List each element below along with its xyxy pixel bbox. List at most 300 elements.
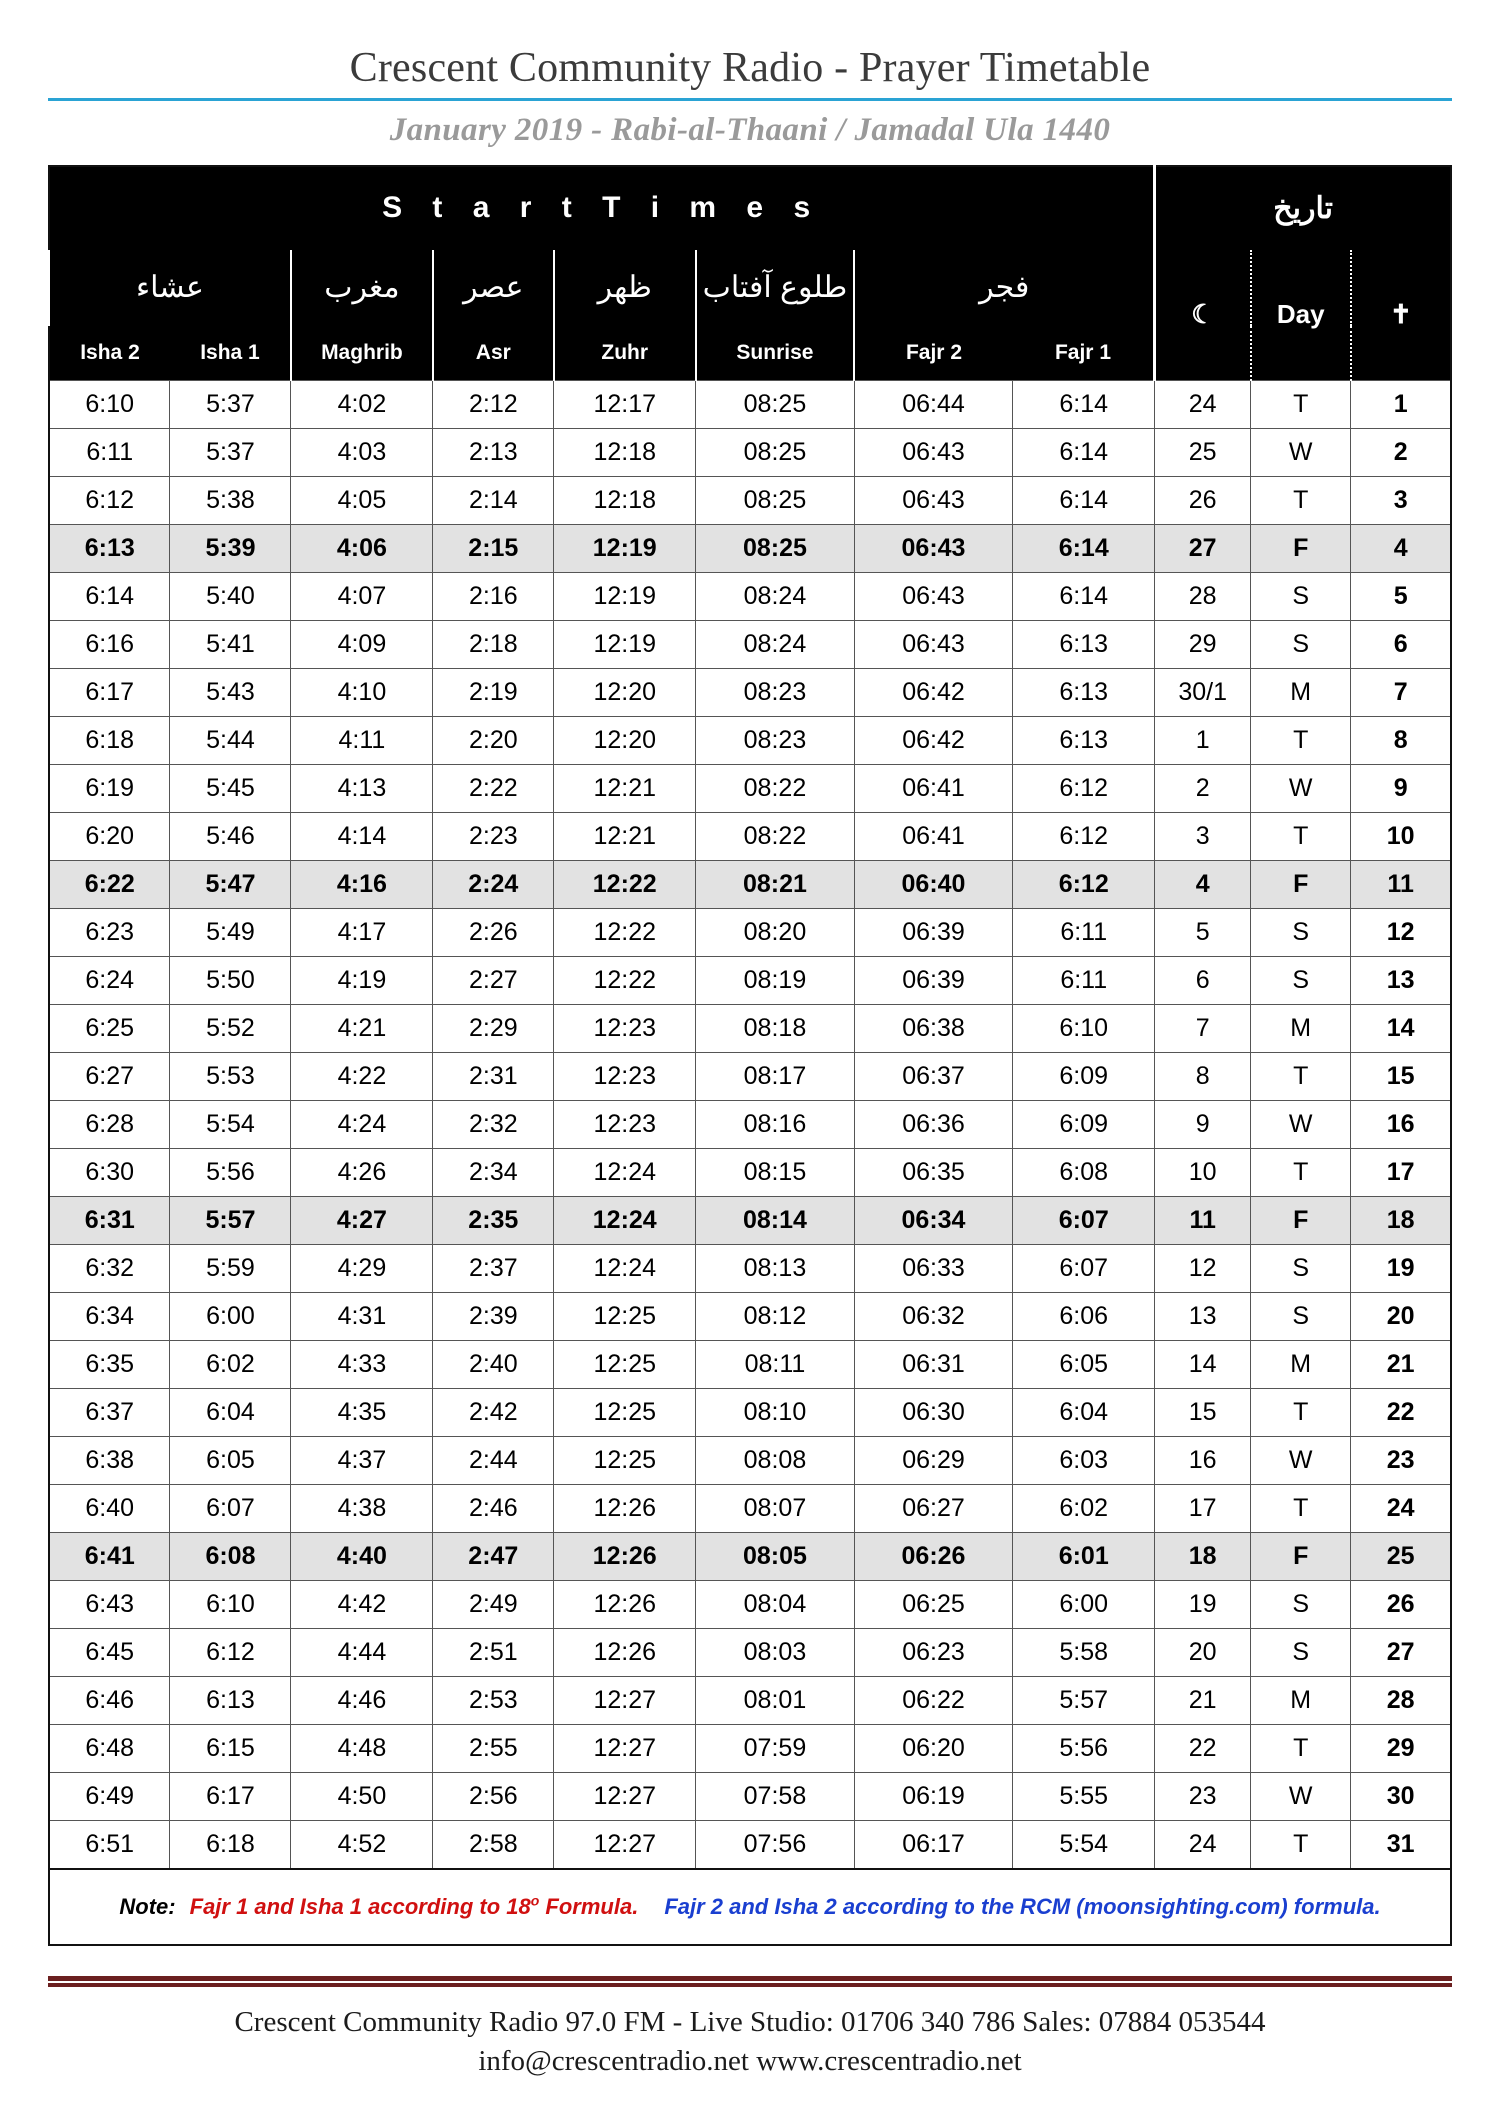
cell-sunrise: 08:21 <box>696 860 855 908</box>
cell-day: T <box>1251 1724 1351 1772</box>
cell-isha-1: 5:54 <box>170 1100 291 1148</box>
cell-asr: 2:31 <box>433 1052 554 1100</box>
cell-isha-2: 6:35 <box>49 1340 170 1388</box>
cell-hijri-date: 22 <box>1155 1724 1251 1772</box>
cell-sunrise: 08:24 <box>696 620 855 668</box>
cell-isha-1: 6:00 <box>170 1292 291 1340</box>
cell-maghrib: 4:37 <box>291 1436 433 1484</box>
cell-sunrise: 08:23 <box>696 668 855 716</box>
cell-isha-2: 6:18 <box>49 716 170 764</box>
cell-isha-2: 6:40 <box>49 1484 170 1532</box>
cell-asr: 2:22 <box>433 764 554 812</box>
cell-isha-1: 5:47 <box>170 860 291 908</box>
cell-isha-2: 6:27 <box>49 1052 170 1100</box>
cell-day: F <box>1251 1532 1351 1580</box>
note-cell <box>49 1869 1451 1945</box>
cell-day: M <box>1251 1676 1351 1724</box>
cell-sunrise: 08:05 <box>696 1532 855 1580</box>
cell-zuhr: 12:26 <box>554 1580 696 1628</box>
cell-hijri-date: 27 <box>1155 524 1251 572</box>
cell-zuhr: 12:21 <box>554 764 696 812</box>
cell-fajr-1: 6:01 <box>1013 1532 1155 1580</box>
cell-day: T <box>1251 1388 1351 1436</box>
cell-gregorian-date: 11 <box>1351 860 1451 908</box>
cell-day: F <box>1251 1196 1351 1244</box>
cell-isha-1: 5:52 <box>170 1004 291 1052</box>
cell-fajr-1: 5:55 <box>1013 1772 1155 1820</box>
table-row <box>49 668 1451 716</box>
note-red <box>190 1894 639 1919</box>
cell-sunrise: 08:20 <box>696 908 855 956</box>
cell-zuhr: 12:25 <box>554 1340 696 1388</box>
urdu-label-row <box>49 250 1451 326</box>
cell-isha-1: 6:05 <box>170 1436 291 1484</box>
cell-maghrib: 4:05 <box>291 476 433 524</box>
cell-hijri-date: 12 <box>1155 1244 1251 1292</box>
cell-asr: 2:27 <box>433 956 554 1004</box>
table-row <box>49 1292 1451 1340</box>
cell-isha-2: 6:38 <box>49 1436 170 1484</box>
cell-day: S <box>1251 1244 1351 1292</box>
cell-hijri-date: 13 <box>1155 1292 1251 1340</box>
cell-day: S <box>1251 1628 1351 1676</box>
cell-maghrib: 4:22 <box>291 1052 433 1100</box>
cell-sunrise: 08:14 <box>696 1196 855 1244</box>
cell-sunrise: 08:23 <box>696 716 855 764</box>
cell-zuhr: 12:27 <box>554 1724 696 1772</box>
cell-fajr-1: 6:14 <box>1013 428 1155 476</box>
cell-fajr-2: 06:29 <box>854 1436 1013 1484</box>
cell-day: T <box>1251 1484 1351 1532</box>
cell-isha-1: 6:10 <box>170 1580 291 1628</box>
cell-hijri-date: 7 <box>1155 1004 1251 1052</box>
cell-fajr-2: 06:32 <box>854 1292 1013 1340</box>
cell-sunrise: 08:18 <box>696 1004 855 1052</box>
start-times-banner: S t a r t T i m e s <box>49 166 1155 250</box>
page-title: Crescent Community Radio - Prayer Timetable <box>349 45 1151 91</box>
cell-asr: 2:55 <box>433 1724 554 1772</box>
cell-isha-2: 6:25 <box>49 1004 170 1052</box>
cell-asr: 2:42 <box>433 1388 554 1436</box>
cell-isha-2: 6:46 <box>49 1676 170 1724</box>
cell-isha-1: 5:57 <box>170 1196 291 1244</box>
cell-sunrise: 08:16 <box>696 1100 855 1148</box>
cell-fajr-2: 06:43 <box>854 620 1013 668</box>
cell-sunrise: 08:25 <box>696 524 855 572</box>
table-row <box>49 1052 1451 1100</box>
cell-isha-2: 6:31 <box>49 1196 170 1244</box>
cell-fajr-1: 6:14 <box>1013 524 1155 572</box>
cell-sunrise: 08:25 <box>696 380 855 428</box>
cell-maghrib: 4:48 <box>291 1724 433 1772</box>
cell-maghrib: 4:31 <box>291 1292 433 1340</box>
cell-zuhr: 12:17 <box>554 380 696 428</box>
cell-sunrise: 07:58 <box>696 1772 855 1820</box>
cell-isha-1: 6:02 <box>170 1340 291 1388</box>
table-row <box>49 860 1451 908</box>
cell-day: S <box>1251 1580 1351 1628</box>
cell-fajr-1: 6:13 <box>1013 716 1155 764</box>
cell-asr: 2:16 <box>433 572 554 620</box>
cell-maghrib: 4:27 <box>291 1196 433 1244</box>
cell-hijri-date: 26 <box>1155 476 1251 524</box>
table-row <box>49 1676 1451 1724</box>
note-row <box>49 1869 1451 1945</box>
cell-gregorian-date: 22 <box>1351 1388 1451 1436</box>
table-row <box>49 764 1451 812</box>
cell-isha-1: 5:40 <box>170 572 291 620</box>
cell-zuhr: 12:22 <box>554 908 696 956</box>
cell-asr: 2:35 <box>433 1196 554 1244</box>
table-row <box>49 1388 1451 1436</box>
cell-asr: 2:40 <box>433 1340 554 1388</box>
cell-gregorian-date: 20 <box>1351 1292 1451 1340</box>
cell-maghrib: 4:24 <box>291 1100 433 1148</box>
prayer-times-table <box>48 165 1452 1946</box>
cell-gregorian-date: 2 <box>1351 428 1451 476</box>
cell-isha-2: 6:34 <box>49 1292 170 1340</box>
cell-hijri-date: 11 <box>1155 1196 1251 1244</box>
cell-fajr-2: 06:39 <box>854 956 1013 1004</box>
table-body <box>49 380 1451 1869</box>
cell-asr: 2:15 <box>433 524 554 572</box>
cell-isha-2: 6:16 <box>49 620 170 668</box>
note-red-pre: Fajr 1 and Isha 1 according to 18 <box>189 1894 531 1920</box>
day-column-label: Day <box>1251 250 1351 381</box>
cell-asr: 2:26 <box>433 908 554 956</box>
cell-asr: 2:18 <box>433 620 554 668</box>
cell-gregorian-date: 31 <box>1351 1820 1451 1869</box>
cell-hijri-date: 5 <box>1155 908 1251 956</box>
cell-maghrib: 4:35 <box>291 1388 433 1436</box>
cell-zuhr: 12:26 <box>554 1628 696 1676</box>
table-footer <box>49 1869 1451 1945</box>
cell-isha-1: 5:37 <box>170 428 291 476</box>
cell-isha-1: 5:44 <box>170 716 291 764</box>
cell-isha-2: 6:30 <box>49 1148 170 1196</box>
cell-isha-2: 6:19 <box>49 764 170 812</box>
cell-isha-1: 5:53 <box>170 1052 291 1100</box>
cell-zuhr: 12:25 <box>554 1436 696 1484</box>
cell-zuhr: 12:24 <box>554 1244 696 1292</box>
cell-sunrise: 08:25 <box>696 428 855 476</box>
note-blue: Fajr 2 and Isha 2 according to the RCM (moonsighting.com) formula. <box>664 1894 1381 1920</box>
cell-day: M <box>1251 1340 1351 1388</box>
col-header-isha-2: Isha 2 <box>49 326 170 381</box>
cell-sunrise: 08:22 <box>696 812 855 860</box>
cell-day: T <box>1251 812 1351 860</box>
cell-sunrise: 07:59 <box>696 1724 855 1772</box>
cell-fajr-1: 6:00 <box>1013 1580 1155 1628</box>
cell-isha-1: 5:59 <box>170 1244 291 1292</box>
cell-fajr-1: 6:12 <box>1013 812 1155 860</box>
cell-zuhr: 12:27 <box>554 1820 696 1869</box>
page-subtitle: January 2019 - Rabi-al-Thaani / Jamadal Ula 1440 <box>389 112 1111 149</box>
cell-zuhr: 12:19 <box>554 620 696 668</box>
cell-fajr-1: 6:03 <box>1013 1436 1155 1484</box>
cell-isha-2: 6:22 <box>49 860 170 908</box>
cell-day: S <box>1251 572 1351 620</box>
cell-hijri-date: 9 <box>1155 1100 1251 1148</box>
cell-fajr-1: 6:10 <box>1013 1004 1155 1052</box>
cell-fajr-2: 06:42 <box>854 716 1013 764</box>
cell-isha-2: 6:32 <box>49 1244 170 1292</box>
cell-isha-1: 5:56 <box>170 1148 291 1196</box>
table-row <box>49 1244 1451 1292</box>
cell-sunrise: 08:24 <box>696 572 855 620</box>
table-row <box>49 428 1451 476</box>
cell-fajr-2: 06:42 <box>854 668 1013 716</box>
cell-hijri-date: 17 <box>1155 1484 1251 1532</box>
cross-icon: ✝ <box>1351 250 1451 381</box>
cell-gregorian-date: 17 <box>1351 1148 1451 1196</box>
cell-fajr-1: 6:11 <box>1013 908 1155 956</box>
cell-sunrise: 07:56 <box>696 1820 855 1869</box>
cell-fajr-1: 6:09 <box>1013 1100 1155 1148</box>
cell-fajr-2: 06:44 <box>854 380 1013 428</box>
cell-maghrib: 4:10 <box>291 668 433 716</box>
cell-gregorian-date: 21 <box>1351 1340 1451 1388</box>
table-row <box>49 1196 1451 1244</box>
cell-fajr-2: 06:26 <box>854 1532 1013 1580</box>
cell-zuhr: 12:22 <box>554 860 696 908</box>
cell-fajr-1: 6:12 <box>1013 860 1155 908</box>
cell-fajr-2: 06:25 <box>854 1580 1013 1628</box>
cell-gregorian-date: 14 <box>1351 1004 1451 1052</box>
cell-day: F <box>1251 860 1351 908</box>
table-row <box>49 908 1451 956</box>
cell-asr: 2:34 <box>433 1148 554 1196</box>
cell-zuhr: 12:20 <box>554 668 696 716</box>
cell-gregorian-date: 19 <box>1351 1244 1451 1292</box>
cell-gregorian-date: 6 <box>1351 620 1451 668</box>
cell-isha-1: 6:13 <box>170 1676 291 1724</box>
col-header-fajr-2: Fajr 2 <box>854 326 1013 381</box>
cell-isha-2: 6:37 <box>49 1388 170 1436</box>
cell-asr: 2:51 <box>433 1628 554 1676</box>
table-row <box>49 620 1451 668</box>
cell-gregorian-date: 8 <box>1351 716 1451 764</box>
table-row <box>49 524 1451 572</box>
cell-hijri-date: 24 <box>1155 1820 1251 1869</box>
cell-sunrise: 08:17 <box>696 1052 855 1100</box>
table-row <box>49 716 1451 764</box>
cell-maghrib: 4:50 <box>291 1772 433 1820</box>
cell-fajr-1: 6:02 <box>1013 1484 1155 1532</box>
cell-hijri-date: 18 <box>1155 1532 1251 1580</box>
cell-isha-2: 6:17 <box>49 668 170 716</box>
maghrib-urdu-label: مغرب <box>291 250 433 326</box>
cell-gregorian-date: 10 <box>1351 812 1451 860</box>
cell-zuhr: 12:23 <box>554 1052 696 1100</box>
cell-zuhr: 12:18 <box>554 476 696 524</box>
cell-fajr-2: 06:34 <box>854 1196 1013 1244</box>
cell-day: W <box>1251 1436 1351 1484</box>
cell-maghrib: 4:19 <box>291 956 433 1004</box>
cell-maghrib: 4:52 <box>291 1820 433 1869</box>
cell-maghrib: 4:03 <box>291 428 433 476</box>
table-row <box>49 956 1451 1004</box>
cell-hijri-date: 30/1 <box>1155 668 1251 716</box>
cell-maghrib: 4:40 <box>291 1532 433 1580</box>
cell-fajr-2: 06:41 <box>854 764 1013 812</box>
footer-line-2: info@crescentradio.net www.crescentradio.net <box>478 2044 1022 2077</box>
cell-fajr-2: 06:36 <box>854 1100 1013 1148</box>
cell-isha-2: 6:28 <box>49 1100 170 1148</box>
cell-zuhr: 12:25 <box>554 1292 696 1340</box>
cell-fajr-2: 06:23 <box>854 1628 1013 1676</box>
cell-fajr-1: 6:06 <box>1013 1292 1155 1340</box>
cell-fajr-2: 06:17 <box>854 1820 1013 1869</box>
col-header-fajr-1: Fajr 1 <box>1013 326 1155 381</box>
cell-maghrib: 4:02 <box>291 380 433 428</box>
cell-fajr-1: 6:13 <box>1013 668 1155 716</box>
col-header-isha-1: Isha 1 <box>170 326 291 381</box>
cell-asr: 2:49 <box>433 1580 554 1628</box>
table-row <box>49 476 1451 524</box>
table-row <box>49 1772 1451 1820</box>
cell-maghrib: 4:21 <box>291 1004 433 1052</box>
cell-zuhr: 12:24 <box>554 1148 696 1196</box>
isha-urdu-label: عشاء <box>49 250 291 326</box>
cell-hijri-date: 4 <box>1155 860 1251 908</box>
cell-zuhr: 12:22 <box>554 956 696 1004</box>
cell-hijri-date: 1 <box>1155 716 1251 764</box>
title-underline <box>48 98 1452 101</box>
cell-day: S <box>1251 908 1351 956</box>
cell-zuhr: 12:21 <box>554 812 696 860</box>
cell-fajr-2: 06:30 <box>854 1388 1013 1436</box>
cell-gregorian-date: 15 <box>1351 1052 1451 1100</box>
table-row <box>49 1628 1451 1676</box>
cell-zuhr: 12:23 <box>554 1100 696 1148</box>
table-row <box>49 1436 1451 1484</box>
cell-maghrib: 4:06 <box>291 524 433 572</box>
cell-sunrise: 08:11 <box>696 1340 855 1388</box>
cell-gregorian-date: 25 <box>1351 1532 1451 1580</box>
cell-gregorian-date: 24 <box>1351 1484 1451 1532</box>
cell-isha-2: 6:10 <box>49 380 170 428</box>
cell-hijri-date: 21 <box>1155 1676 1251 1724</box>
cell-zuhr: 12:19 <box>554 524 696 572</box>
cell-fajr-1: 6:08 <box>1013 1148 1155 1196</box>
table-row <box>49 1004 1451 1052</box>
cell-zuhr: 12:19 <box>554 572 696 620</box>
cell-gregorian-date: 5 <box>1351 572 1451 620</box>
cell-fajr-1: 6:14 <box>1013 380 1155 428</box>
cell-fajr-2: 06:39 <box>854 908 1013 956</box>
cell-gregorian-date: 7 <box>1351 668 1451 716</box>
table-row <box>49 1148 1451 1196</box>
table-row <box>49 1100 1451 1148</box>
cell-isha-2: 6:24 <box>49 956 170 1004</box>
note-label: Note: <box>119 1894 176 1920</box>
note-degree-sup: o <box>530 1893 540 1910</box>
cell-isha-1: 5:38 <box>170 476 291 524</box>
cell-gregorian-date: 13 <box>1351 956 1451 1004</box>
cell-maghrib: 4:11 <box>291 716 433 764</box>
cell-isha-1: 5:46 <box>170 812 291 860</box>
cell-gregorian-date: 1 <box>1351 380 1451 428</box>
cell-fajr-2: 06:43 <box>854 476 1013 524</box>
cell-sunrise: 08:08 <box>696 1436 855 1484</box>
table-row <box>49 1820 1451 1869</box>
cell-fajr-1: 6:14 <box>1013 572 1155 620</box>
cell-zuhr: 12:18 <box>554 428 696 476</box>
cell-fajr-2: 06:19 <box>854 1772 1013 1820</box>
cell-hijri-date: 6 <box>1155 956 1251 1004</box>
cell-fajr-1: 6:14 <box>1013 476 1155 524</box>
cell-gregorian-date: 12 <box>1351 908 1451 956</box>
cell-sunrise: 08:19 <box>696 956 855 1004</box>
cell-asr: 2:13 <box>433 428 554 476</box>
cell-day: W <box>1251 1772 1351 1820</box>
cell-day: T <box>1251 476 1351 524</box>
cell-maghrib: 4:09 <box>291 620 433 668</box>
cell-hijri-date: 14 <box>1155 1340 1251 1388</box>
cell-zuhr: 12:23 <box>554 1004 696 1052</box>
cell-maghrib: 4:07 <box>291 572 433 620</box>
cell-asr: 2:39 <box>433 1292 554 1340</box>
cell-fajr-1: 6:13 <box>1013 620 1155 668</box>
fajr-urdu-label: فجر <box>854 250 1154 326</box>
cell-isha-2: 6:49 <box>49 1772 170 1820</box>
cell-maghrib: 4:46 <box>291 1676 433 1724</box>
cell-asr: 2:44 <box>433 1436 554 1484</box>
cell-zuhr: 12:20 <box>554 716 696 764</box>
cell-maghrib: 4:26 <box>291 1148 433 1196</box>
cell-asr: 2:23 <box>433 812 554 860</box>
cell-fajr-1: 6:12 <box>1013 764 1155 812</box>
cell-isha-1: 5:50 <box>170 956 291 1004</box>
cell-gregorian-date: 3 <box>1351 476 1451 524</box>
cell-asr: 2:56 <box>433 1772 554 1820</box>
cell-hijri-date: 23 <box>1155 1772 1251 1820</box>
cell-hijri-date: 25 <box>1155 428 1251 476</box>
cell-sunrise: 08:07 <box>696 1484 855 1532</box>
cell-isha-2: 6:13 <box>49 524 170 572</box>
cell-isha-1: 5:49 <box>170 908 291 956</box>
cell-fajr-2: 06:43 <box>854 524 1013 572</box>
page-footer <box>48 1987 1452 2081</box>
cell-day: S <box>1251 956 1351 1004</box>
cell-maghrib: 4:17 <box>291 908 433 956</box>
cell-day: S <box>1251 620 1351 668</box>
cell-maghrib: 4:42 <box>291 1580 433 1628</box>
date-banner-urdu: تاریخ <box>1273 191 1333 225</box>
cell-fajr-2: 06:43 <box>854 428 1013 476</box>
table-row <box>49 572 1451 620</box>
cell-gregorian-date: 23 <box>1351 1436 1451 1484</box>
cell-fajr-1: 6:11 <box>1013 956 1155 1004</box>
table-header <box>49 166 1451 381</box>
cell-hijri-date: 29 <box>1155 620 1251 668</box>
cell-fajr-1: 5:54 <box>1013 1820 1155 1869</box>
cell-day: M <box>1251 668 1351 716</box>
cell-asr: 2:19 <box>433 668 554 716</box>
cell-asr: 2:24 <box>433 860 554 908</box>
cell-zuhr: 12:26 <box>554 1484 696 1532</box>
cell-fajr-1: 6:07 <box>1013 1244 1155 1292</box>
cell-sunrise: 08:12 <box>696 1292 855 1340</box>
cell-isha-2: 6:20 <box>49 812 170 860</box>
cell-maghrib: 4:14 <box>291 812 433 860</box>
cell-fajr-2: 06:40 <box>854 860 1013 908</box>
cell-day: F <box>1251 524 1351 572</box>
sunrise-urdu-label: طلوع آفتاب <box>696 250 855 326</box>
cell-isha-2: 6:14 <box>49 572 170 620</box>
cell-asr: 2:37 <box>433 1244 554 1292</box>
